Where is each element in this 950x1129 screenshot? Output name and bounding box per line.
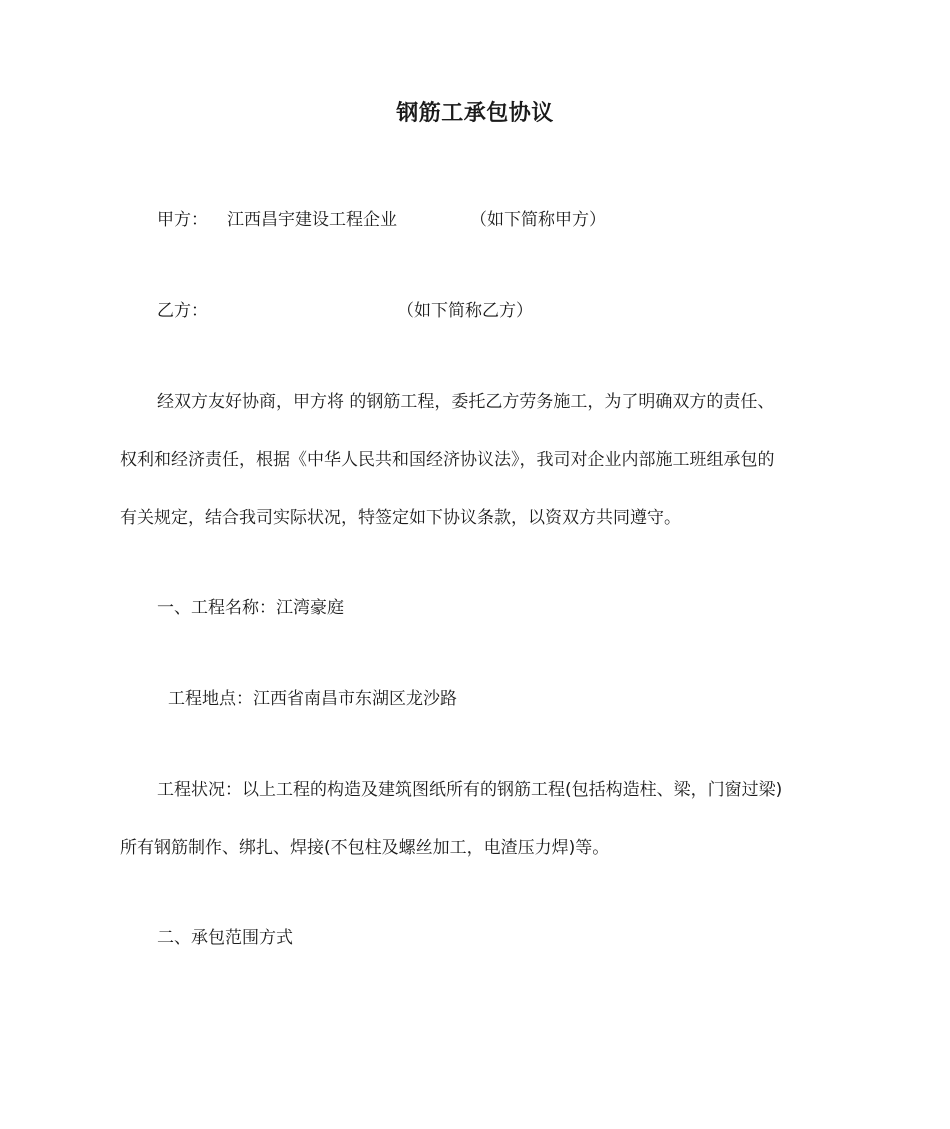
section-1-heading: 一、工程名称：江湾豪庭	[157, 598, 344, 618]
project-status-line-2: 所有钢筋制作、绑扎、焊接(不包柱及螺丝加工，电渣压力焊)等。	[120, 838, 610, 858]
project-status-line-1: 工程状况：以上工程的构造及建筑图纸所有的钢筋工程(包括构造柱、梁，门窗过梁)	[157, 780, 783, 800]
intro-line-1: 经双方友好协商，甲方将 的钢筋工程，委托乙方劳务施工，为了明确双方的责任、	[157, 392, 775, 412]
party-a-label: 甲方：	[157, 210, 208, 230]
intro-line-2: 权利和经济责任，根据《中华人民共和国经济协议法》，我司对企业内部施工班组承包的	[120, 450, 775, 470]
section-2-heading: 二、承包范围方式	[157, 928, 293, 948]
party-a-note: （如下简称甲方）	[470, 210, 606, 230]
party-b-label: 乙方：	[157, 301, 208, 321]
project-location: 工程地点：江西省南昌市东湖区龙沙路	[168, 689, 457, 709]
intro-line-3: 有关规定，结合我司实际状况，特签定如下协议条款，以资双方共同遵守。	[120, 508, 681, 528]
party-b-note: （如下简称乙方）	[397, 301, 533, 321]
party-a-name: 江西昌宇建设工程企业	[227, 210, 397, 230]
document-title: 钢筋工承包协议	[396, 101, 554, 126]
